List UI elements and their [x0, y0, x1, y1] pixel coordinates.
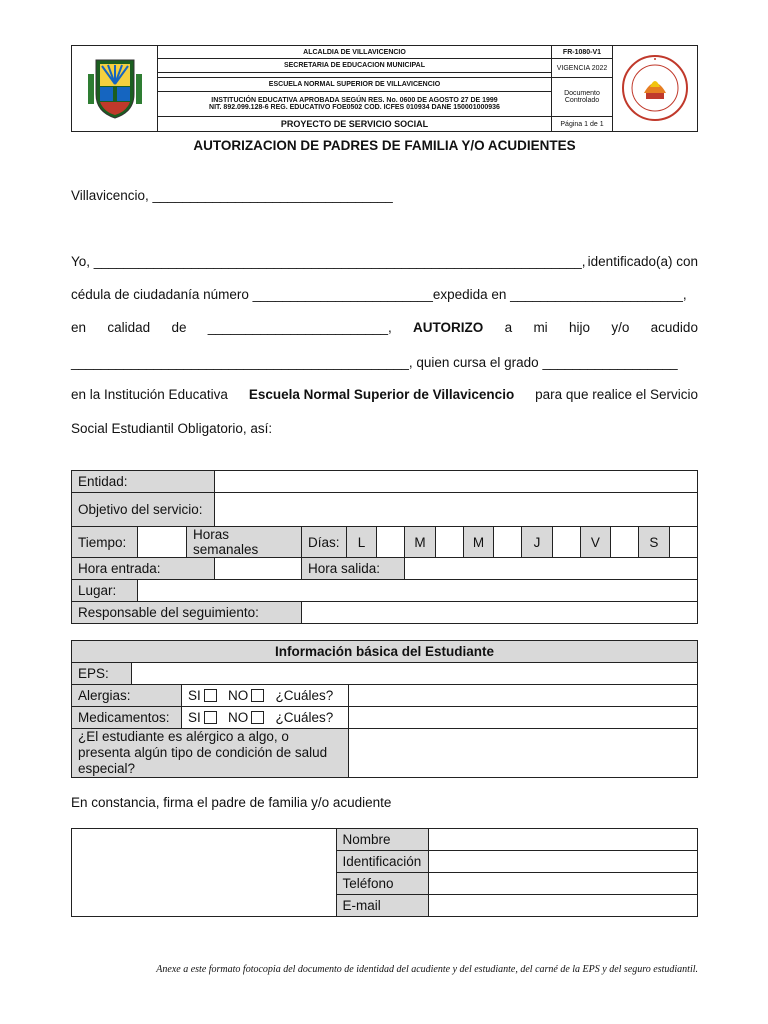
day-l-field[interactable] [377, 527, 405, 558]
dias-label: Días: [301, 527, 346, 558]
signature-table [71, 828, 698, 917]
entidad-field[interactable] [215, 471, 698, 493]
day-s-field[interactable] [669, 527, 697, 558]
institution-line [71, 387, 698, 402]
footer-note: Anexe a este formato fotocopia del documento de identidad del acudiente y del estudiante, del carné de la EPS y del seguro estudiantil. [156, 964, 698, 975]
no-label: NO [228, 710, 249, 725]
cuales-label: ¿Cuáles? [275, 688, 334, 703]
relationship-blank: ________________________, [207, 320, 392, 335]
si-label: SI [187, 688, 201, 703]
entidad-label: Entidad: [72, 471, 215, 493]
email-field[interactable] [429, 895, 698, 917]
student-info-table [71, 640, 698, 778]
name-line [71, 254, 698, 269]
medicamentos-options [181, 707, 348, 729]
page-title: AUTORIZACION DE PADRES DE FAMILIA Y/O ACUDIENTES [193, 138, 576, 153]
institution-line-b: para que realice el Servicio [535, 387, 698, 402]
si-label: SI [187, 710, 201, 725]
school-seal-cell [613, 46, 698, 132]
word: acudido [650, 320, 698, 335]
day-j-field[interactable] [552, 527, 580, 558]
medicamentos-no-checkbox[interactable] [251, 711, 264, 724]
day-m2-field[interactable] [494, 527, 522, 558]
header-line3: ESCUELA NORMAL SUPERIOR DE VILLAVICENCIO [158, 78, 552, 91]
medicamentos-label: Medicamentos: [72, 707, 182, 729]
day-m2: M [463, 527, 493, 558]
horas-label: Horas semanales [186, 527, 301, 558]
authorize-line [71, 320, 698, 335]
header-line4 [158, 91, 552, 117]
alergias-options [181, 685, 348, 707]
nombre-field[interactable] [429, 829, 698, 851]
page-number: Página 1 de 1 [552, 117, 613, 132]
telefono-label: Teléfono [336, 873, 429, 895]
responsable-field[interactable] [301, 602, 697, 624]
condicion-field[interactable] [348, 729, 697, 778]
documento-controlado: Documento Controlado [552, 78, 613, 117]
institution-line-a: en la Institución Educativa [71, 387, 228, 402]
eps-field[interactable] [131, 663, 697, 685]
word: de [171, 320, 187, 335]
cuales-label: ¿Cuáles? [275, 710, 334, 725]
form-code: FR-1080-V1 [552, 46, 613, 59]
lugar-label: Lugar: [72, 580, 138, 602]
name-line-a: Yo, _________________________________________________________________, [71, 254, 586, 269]
nombre-label: Nombre [336, 829, 429, 851]
day-s: S [639, 527, 669, 558]
lugar-field[interactable] [137, 580, 697, 602]
student-grade-line: _____________________________________________, quien cursa el grado __________________ [71, 355, 678, 370]
condicion-label: ¿El estudiante es alérgico a algo, o presenta algún tipo de condición de salud especial? [72, 729, 349, 778]
eps-label: EPS: [72, 663, 132, 685]
day-v-field[interactable] [611, 527, 639, 558]
word: calidad [107, 320, 151, 335]
objetivo-label: Objetivo del servicio: [72, 493, 215, 527]
alergias-si-checkbox[interactable] [204, 689, 217, 702]
responsable-label: Responsable del seguimiento: [72, 602, 302, 624]
no-label: NO [228, 688, 249, 703]
alergias-cuales-field[interactable] [348, 685, 697, 707]
firma-text: En constancia, firma el padre de familia y/o acudiente [71, 795, 392, 810]
school-seal-icon [620, 53, 690, 123]
service-table [71, 470, 698, 624]
document-header [71, 45, 698, 132]
city-date-line: Villavicencio, ________________________________ [71, 188, 393, 203]
day-l: L [346, 527, 376, 558]
email-label: E-mail [336, 895, 429, 917]
identificacion-label: Identificación [336, 851, 429, 873]
word: en [71, 320, 87, 335]
day-m: M [405, 527, 435, 558]
hora-salida-field[interactable] [405, 558, 698, 580]
school-name: Escuela Normal Superior de Villavicencio [248, 387, 515, 402]
alergias-label: Alergias: [72, 685, 182, 707]
header-line5: PROYECTO DE SERVICIO SOCIAL [158, 117, 552, 132]
autorizo-word: AUTORIZO [413, 320, 484, 335]
tiempo-field[interactable] [137, 527, 186, 558]
word: a [504, 320, 513, 335]
signature-box[interactable] [72, 829, 337, 917]
day-v: V [580, 527, 610, 558]
vigencia: VIGENCIA 2022 [552, 59, 613, 78]
hora-entrada-field[interactable] [215, 558, 302, 580]
hora-salida-label: Hora salida: [301, 558, 404, 580]
tiempo-label: Tiempo: [72, 527, 138, 558]
header-line2: SECRETARIA DE EDUCACION MUNICIPAL [158, 59, 552, 72]
header-line4a: INSTITUCIÓN EDUCATIVA APROBADA SEGÚN RES. No. 0600 DE AGOSTO 27 DE 1999 [211, 97, 498, 105]
telefono-field[interactable] [429, 873, 698, 895]
word: mi [533, 320, 548, 335]
medicamentos-si-checkbox[interactable] [204, 711, 217, 724]
name-line-b: identificado(a) con [587, 254, 698, 269]
objetivo-field[interactable] [215, 493, 698, 527]
day-j: J [522, 527, 552, 558]
identificacion-field[interactable] [429, 851, 698, 873]
municipal-logo-cell [72, 46, 158, 132]
day-m-field[interactable] [435, 527, 463, 558]
villavicencio-logo-icon [86, 54, 144, 122]
alergias-no-checkbox[interactable] [251, 689, 264, 702]
hora-entrada-label: Hora entrada: [72, 558, 215, 580]
header-line4b: NIT. 892.099.128-6 REG. EDUCATIVO FOE0502 COD. ICFES 010934 DANE 150001000936 [209, 104, 500, 112]
student-table-heading: Información básica del Estudiante [72, 641, 698, 663]
header-line1: ALCALDIA DE VILLAVICENCIO [158, 46, 552, 59]
word: y/o [611, 320, 630, 335]
social-service-line: Social Estudiantil Obligatorio, así: [71, 421, 273, 436]
id-line: cédula de ciudadanía número ________________________expedida en _______________________, [71, 287, 687, 302]
word: hijo [569, 320, 591, 335]
medicamentos-cuales-field[interactable] [348, 707, 697, 729]
